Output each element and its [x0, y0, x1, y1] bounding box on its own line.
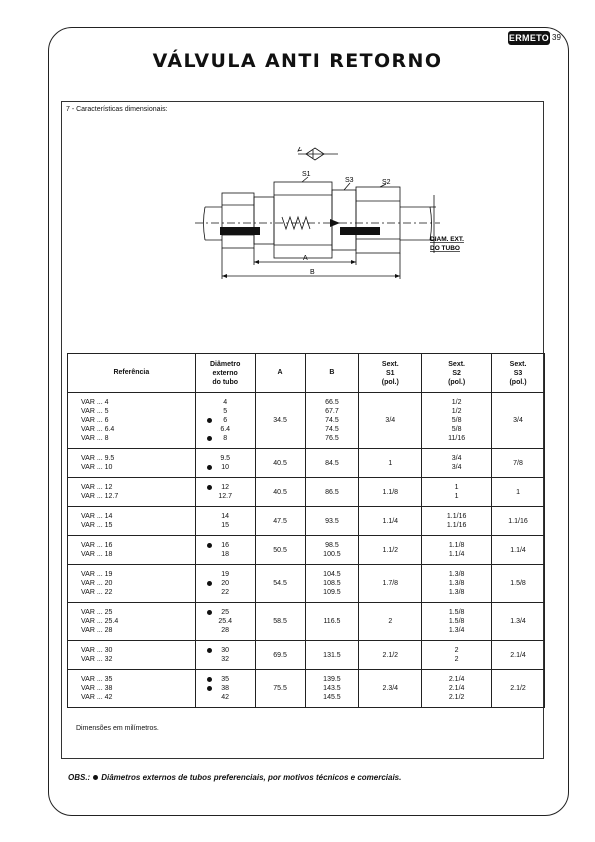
table-row: [68, 507, 545, 536]
cell-s2: [422, 507, 492, 536]
obs-note: [68, 773, 401, 782]
cell-s3: [492, 536, 545, 565]
cell-s1: [359, 449, 422, 478]
label-do-tubo: DO TUBO: [430, 245, 460, 252]
cell-line: 1.3/4: [448, 627, 465, 634]
cell-line: VAR ... 20: [81, 580, 113, 587]
cell-diametro: [195, 603, 255, 641]
cell-line: VAR ... 9.5: [81, 455, 115, 462]
cell-referencia: [68, 641, 196, 670]
label-a: A: [303, 255, 308, 262]
valve-technical-drawing: [190, 135, 480, 285]
diameter-value: 38: [221, 685, 230, 692]
cell-line: 1.3/8: [448, 589, 465, 596]
cell-line: [196, 675, 255, 684]
a-value: 58.5: [273, 618, 287, 625]
cell-line: 131.5: [323, 651, 341, 659]
table-row: [68, 478, 545, 507]
cell-s2: [422, 536, 492, 565]
cell-line: 11/16: [448, 435, 466, 442]
table-row: [68, 565, 545, 603]
cell-line: 3/4: [451, 464, 462, 471]
cell-a: [255, 449, 305, 478]
diameter-value: 9.5: [220, 455, 231, 462]
cell-line: 109.5: [323, 589, 341, 596]
cell-diametro: [195, 393, 255, 449]
diameter-value: 8: [223, 435, 228, 442]
s1-value: 1.1/4: [382, 517, 399, 525]
s1-value: 2.1/2: [382, 651, 399, 659]
cell-diametro: [195, 449, 255, 478]
cell-s3: [492, 603, 545, 641]
diameter-value: 10: [221, 464, 230, 471]
cell-line: [196, 541, 255, 550]
a-value: 34.5: [273, 417, 287, 424]
preferred-dot-icon: [207, 436, 212, 441]
cell-line: 108.5: [323, 580, 341, 587]
header-s1: Sext. S1 (pol.): [359, 354, 422, 393]
label-s2: S2: [382, 179, 391, 186]
cell-line: [196, 425, 255, 434]
cell-line: 1: [454, 484, 459, 491]
cell-line: [196, 512, 255, 521]
cell-a: [255, 393, 305, 449]
cell-line: [196, 684, 255, 693]
preferred-dot-icon: [207, 581, 212, 586]
cell-line: [196, 626, 255, 635]
s3-value: 1.5/8: [510, 580, 526, 587]
s3-value: 1: [516, 488, 520, 496]
cell-line: 66.5: [325, 399, 339, 406]
cell-a: [255, 670, 305, 708]
cell-line: 143.5: [323, 685, 341, 692]
cell-diametro: [195, 536, 255, 565]
cell-line: 116.5: [323, 618, 341, 625]
diameter-value: 6.4: [220, 426, 231, 433]
cell-line: [196, 570, 255, 579]
diameter-value: 42: [221, 694, 230, 701]
cell-line: 1.3/8: [448, 571, 465, 578]
cell-line: VAR ... 8: [81, 435, 109, 442]
diameter-value: 25.4: [218, 618, 232, 625]
cell-line: VAR ... 12: [81, 484, 113, 491]
cell-line: 1/2: [451, 408, 462, 415]
cell-diametro: [195, 507, 255, 536]
cell-b: [305, 507, 359, 536]
label-b: B: [310, 269, 315, 276]
cell-line: 1: [454, 493, 459, 500]
cell-line: [196, 646, 255, 655]
cell-s3: [492, 478, 545, 507]
cell-referencia: [68, 449, 196, 478]
cell-a: [255, 536, 305, 565]
s1-value: 1: [388, 459, 393, 467]
cell-line: [196, 416, 255, 425]
cell-a: [255, 603, 305, 641]
diameter-value: 14: [221, 513, 230, 520]
table-header-row: [68, 354, 545, 393]
diameter-value: 28: [221, 627, 230, 634]
cell-referencia: [68, 603, 196, 641]
table-row: [68, 536, 545, 565]
cell-b: [305, 603, 359, 641]
cell-line: [196, 463, 255, 472]
cell-a: [255, 507, 305, 536]
cell-line: 98.5: [325, 542, 339, 549]
diameter-value: 18: [221, 551, 230, 558]
cell-diametro: [195, 478, 255, 507]
a-value: 54.5: [273, 580, 287, 587]
diameter-value: 35: [221, 676, 230, 683]
a-value: 75.5: [273, 685, 287, 692]
preferred-dot-icon: [207, 610, 212, 615]
cell-line: 86.5: [325, 488, 339, 496]
cell-line: 1.1/16: [446, 513, 467, 520]
header-s3: Sext. S3 (pol.): [492, 354, 545, 393]
header-a: A: [255, 354, 305, 393]
s3-value: 1.3/4: [510, 618, 526, 625]
preferred-dot-icon: [207, 648, 212, 653]
cell-line: [196, 693, 255, 702]
diameter-value: 15: [221, 522, 230, 529]
cell-line: VAR ... 18: [81, 551, 113, 558]
cell-line: [196, 617, 255, 626]
cell-referencia: [68, 670, 196, 708]
label-s1: S1: [302, 171, 311, 178]
cell-line: [196, 398, 255, 407]
header-referencia: Referência: [68, 354, 196, 393]
preferred-dot-icon: [207, 418, 212, 423]
diameter-value: 4: [223, 399, 228, 406]
page-title: VÁLVULA ANTI RETORNO: [152, 50, 443, 72]
cell-line: [196, 454, 255, 463]
cell-line: VAR ... 4: [81, 399, 109, 406]
cell-s2: [422, 478, 492, 507]
cell-s2: [422, 603, 492, 641]
table-row: [68, 393, 545, 449]
cell-b: [305, 449, 359, 478]
brand-logo: ERMETO: [508, 33, 550, 43]
cell-line: VAR ... 15: [81, 522, 113, 529]
cell-referencia: [68, 536, 196, 565]
cell-diametro: [195, 641, 255, 670]
cell-line: 139.5: [323, 676, 341, 683]
cell-line: 2.1/4: [448, 676, 465, 683]
cell-line: 3/4: [451, 455, 462, 462]
obs-label: OBS.:: [68, 773, 91, 782]
cell-s1: [359, 603, 422, 641]
cell-b: [305, 565, 359, 603]
s1-value: 2: [388, 618, 393, 625]
cell-line: 93.5: [325, 517, 339, 525]
cell-line: 1.1/4: [448, 551, 465, 558]
diameter-value: 20: [221, 580, 230, 587]
cell-referencia: [68, 565, 196, 603]
diameter-value: 5: [223, 408, 228, 415]
cell-line: VAR ... 12.7: [81, 493, 119, 500]
diameter-value: 32: [221, 656, 230, 663]
cell-s3: [492, 449, 545, 478]
cell-line: VAR ... 6: [81, 417, 109, 424]
cell-s3: [492, 393, 545, 449]
cell-s3: [492, 641, 545, 670]
cell-line: VAR ... 14: [81, 513, 113, 520]
cell-line: 74.5: [325, 426, 339, 433]
cell-s1: [359, 536, 422, 565]
s1-value: 1.1/2: [382, 546, 399, 554]
cell-line: 76.5: [325, 435, 339, 442]
cell-line: [196, 550, 255, 559]
cell-line: VAR ... 10: [81, 464, 113, 471]
header-b: B: [305, 354, 359, 393]
cell-line: 2.1/4: [448, 685, 465, 692]
cell-line: 5/8: [451, 426, 462, 433]
a-value: 47.5: [273, 517, 287, 525]
cell-line: [196, 434, 255, 443]
cell-line: VAR ... 25.4: [81, 618, 119, 625]
cell-line: VAR ... 28: [81, 627, 113, 634]
diameter-value: 25: [221, 609, 230, 616]
a-value: 69.5: [273, 651, 287, 659]
cell-line: 1.1/8: [448, 542, 465, 549]
cell-line: [196, 407, 255, 416]
label-s3: S3: [345, 177, 354, 184]
a-value: 50.5: [273, 546, 287, 554]
diameter-value: 6: [223, 417, 228, 424]
cell-line: VAR ... 25: [81, 609, 113, 616]
cell-s2: [422, 565, 492, 603]
header-diametro: Diâmetro externo do tubo: [195, 354, 255, 393]
diameter-value: 19: [221, 571, 230, 578]
cell-s1: [359, 478, 422, 507]
cell-line: 2.1/2: [448, 694, 465, 701]
cell-line: [196, 521, 255, 530]
cell-line: 1.3/8: [448, 580, 465, 587]
cell-s1: [359, 393, 422, 449]
dimensions-footnote: Dimensões em milímetros.: [76, 725, 159, 732]
s3-value: 3/4: [513, 417, 523, 424]
cell-line: 1.5/8: [448, 618, 465, 625]
preferred-dot-icon: [207, 543, 212, 548]
cell-s3: [492, 670, 545, 708]
cell-line: [196, 483, 255, 492]
cell-line: VAR ... 38: [81, 685, 113, 692]
s3-value: 2.1/2: [510, 685, 526, 692]
s1-value: 2.3/4: [382, 685, 399, 692]
cell-line: 104.5: [323, 571, 341, 578]
cell-s2: [422, 393, 492, 449]
cell-line: VAR ... 32: [81, 656, 113, 663]
cell-s3: [492, 565, 545, 603]
cell-diametro: [195, 565, 255, 603]
cell-s3: [492, 507, 545, 536]
s1-value: 1.1/8: [382, 488, 399, 496]
cell-line: [196, 608, 255, 617]
preferred-dot-icon: [207, 677, 212, 682]
table-row: [68, 641, 545, 670]
cell-diametro: [195, 670, 255, 708]
cell-line: 84.5: [325, 459, 339, 467]
cell-s1: [359, 641, 422, 670]
cell-s2: [422, 641, 492, 670]
cell-s1: [359, 565, 422, 603]
page-number: 39: [552, 33, 561, 42]
cell-line: 100.5: [323, 551, 341, 558]
obs-text: Diâmetros externos de tubos preferenciais, por motivos técnicos e comerciais.: [101, 773, 402, 782]
cell-b: [305, 393, 359, 449]
cell-a: [255, 565, 305, 603]
diameter-value: 22: [221, 589, 230, 596]
dimensions-table: [67, 353, 545, 708]
cell-b: [305, 670, 359, 708]
s3-value: 7/8: [513, 459, 523, 467]
header-s2: Sext. S2 (pol.): [422, 354, 492, 393]
cell-line: [196, 492, 255, 501]
cell-line: 1.5/8: [448, 609, 465, 616]
table-row: [68, 670, 545, 708]
cell-line: VAR ... 42: [81, 694, 113, 701]
cell-a: [255, 641, 305, 670]
cell-line: [196, 588, 255, 597]
cell-line: VAR ... 35: [81, 676, 113, 683]
s1-value: 1.7/8: [382, 580, 399, 587]
cell-line: 2: [454, 647, 459, 654]
label-diam-ext: DIAM. EXT.: [430, 236, 464, 243]
cell-b: [305, 478, 359, 507]
cell-s2: [422, 449, 492, 478]
section-label: 7 - Características dimensionais:: [66, 106, 168, 113]
s3-value: 1.1/16: [508, 517, 528, 525]
cell-line: [196, 655, 255, 664]
cell-line: VAR ... 19: [81, 571, 113, 578]
cell-line: 2: [454, 656, 459, 663]
cell-referencia: [68, 478, 196, 507]
preferred-dot-icon: [207, 465, 212, 470]
cell-line: 145.5: [323, 694, 341, 701]
cell-referencia: [68, 507, 196, 536]
cell-line: VAR ... 6.4: [81, 426, 115, 433]
cell-a: [255, 478, 305, 507]
s3-value: 1.1/4: [510, 546, 526, 554]
table-row: [68, 603, 545, 641]
cell-referencia: [68, 393, 196, 449]
cell-s1: [359, 507, 422, 536]
cell-line: VAR ... 5: [81, 408, 109, 415]
diameter-value: 30: [221, 647, 230, 654]
cell-s2: [422, 670, 492, 708]
diameter-value: 12.7: [218, 493, 232, 500]
diameter-value: 16: [221, 542, 230, 549]
cell-line: VAR ... 22: [81, 589, 113, 596]
preferred-dot-icon: [93, 775, 98, 780]
cell-line: 67.7: [325, 408, 339, 415]
s1-value: 3/4: [385, 417, 396, 424]
a-value: 40.5: [273, 459, 287, 467]
cell-line: 74.5: [325, 417, 339, 424]
a-value: 40.5: [273, 488, 287, 496]
cell-line: [196, 579, 255, 588]
cell-line: VAR ... 30: [81, 647, 113, 654]
s3-value: 2.1/4: [510, 651, 526, 659]
preferred-dot-icon: [207, 485, 212, 490]
cell-s1: [359, 670, 422, 708]
cell-line: VAR ... 16: [81, 542, 113, 549]
diameter-value: 12: [221, 484, 230, 491]
cell-line: 5/8: [451, 417, 462, 424]
preferred-dot-icon: [207, 686, 212, 691]
cell-line: 1.1/16: [446, 522, 467, 529]
cell-b: [305, 641, 359, 670]
cell-line: 1/2: [451, 399, 462, 406]
cell-b: [305, 536, 359, 565]
table-row: [68, 449, 545, 478]
